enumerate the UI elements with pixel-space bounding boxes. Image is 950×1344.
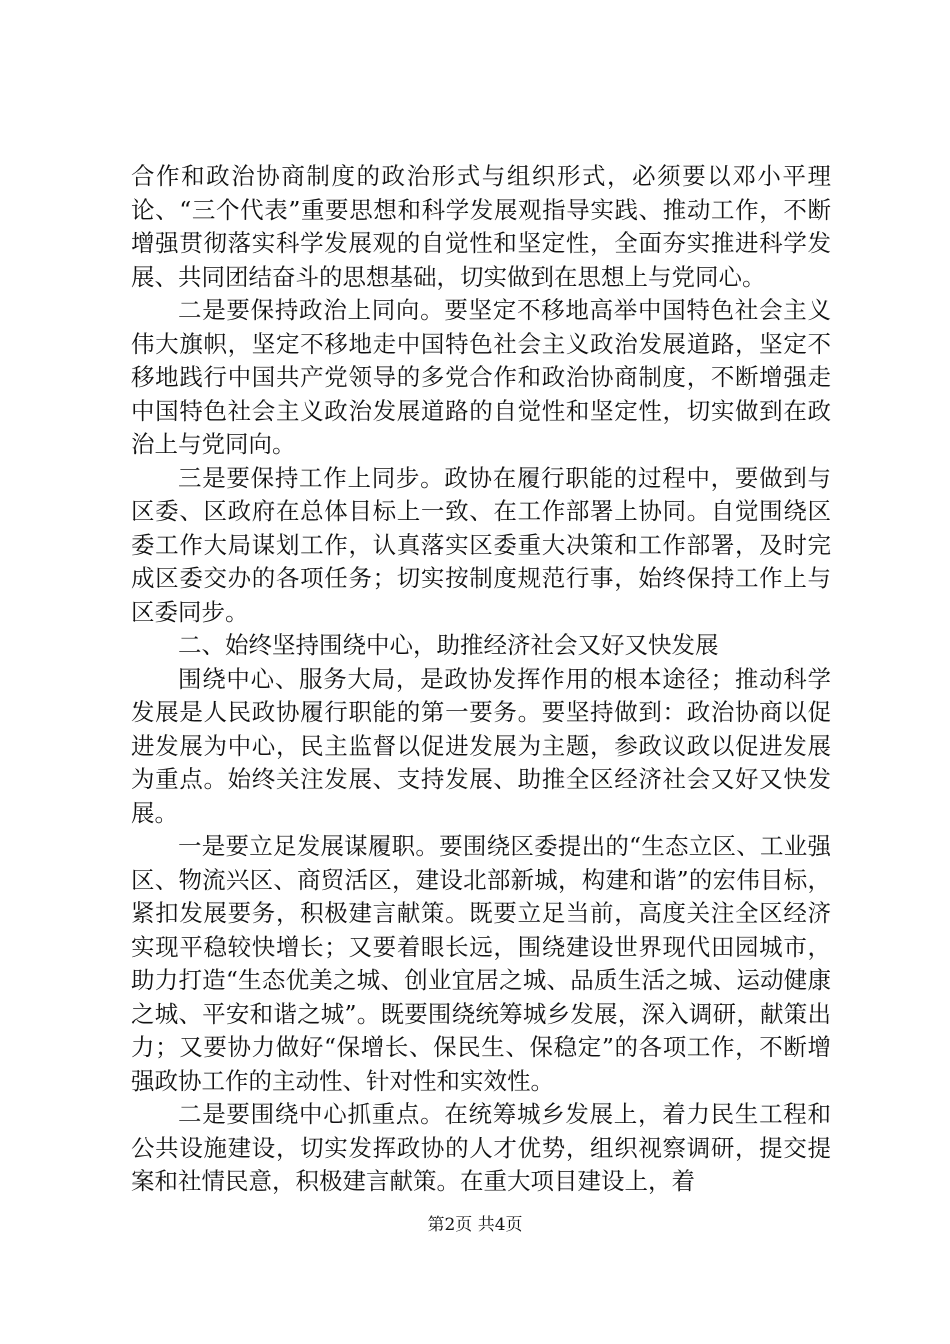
section-heading-two: 二、始终坚持围绕中心，助推经济社会又好又快发展: [178, 631, 719, 659]
paragraph-political-alignment: 二是要保持政治上同向。要坚定不移地高举中国特色社会主义伟大旗帜，坚定不移地走中国特色社会主义政治发展道路，坚定不移地践行中国共产党领导的多党合作和政治协商制度，不断增强走中国特色社会主义政治发展道路的自觉性和坚定性，切实做到在政治上与党同向。: [131, 296, 831, 458]
paragraph-continuation: 合作和政治协商制度的政治形式与组织形式，必须要以邓小平理论、“三个代表”重要思想和科学发展观指导实践、推动工作，不断增强贯彻落实科学发展观的自觉性和坚定性，全面夯实推进科学发展、共同团结奋斗的思想基础，切实做到在思想上与党同心。: [131, 162, 831, 291]
paragraph-serve-center: 围绕中心、服务大局，是政协发挥作用的根本途径；推动科学发展是人民政协履行职能的第一要务。要坚持做到：政治协商以促进发展为中心，民主监督以促进发展为主题，参政议政以促进发展为重点。始终关注发展、支持发展、助推全区经济社会又好又快发展。: [131, 664, 831, 827]
page-number-footer: 第2页 共4页: [427, 1215, 523, 1235]
document-body: [131, 160, 831, 1199]
paragraph-work-synchronization: 三是要保持工作上同步。政协在履行职能的过程中，要做到与区委、区政府在总体目标上一致、在工作部署上协同。自觉围绕区委工作大局谋划工作，认真落实区委重大决策和工作部署，及时完成区委交办的各项任务；切实按制度规范行事，始终保持工作上与区委同步。: [131, 463, 831, 626]
paragraph-development-duties: 一是要立足发展谋履职。要围绕区委提出的“生态立区、工业强区、物流兴区、商贸活区，建设北部新城，构建和谐”的宏伟目标，紧扣发展要务，积极建言献策。既要立足当前，高度关注全区经济实现平稳较快增长；又要着眼长远，围绕建设世界现代田园城市，助力打造“生态优美之城、创业宜居之城、品质生活之城、运动健康之城、平安和谐之城”。既要围绕统筹城乡发展，深入调研，献策出力；又要协力做好“保增长、保民生、保稳定”的各项工作，不断增强政协工作的主动性、针对性和实效性。: [131, 832, 831, 1095]
paragraph-key-focus: 二是要围绕中心抓重点。在统筹城乡发展上，着力民生工程和公共设施建设，切实发挥政协的人才优势，组织视察调研，提交提案和社情民意，积极建言献策。在重大项目建设上，着: [131, 1100, 831, 1195]
